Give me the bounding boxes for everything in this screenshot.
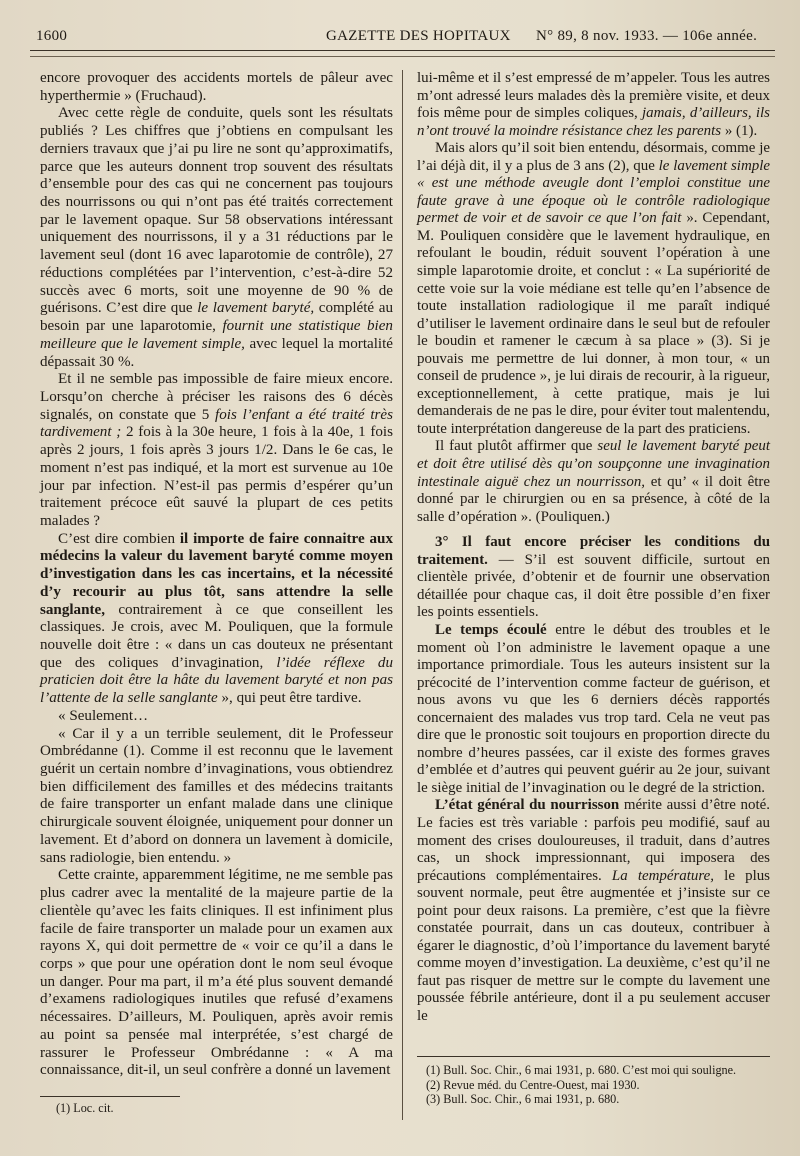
page-header <box>0 28 800 50</box>
footnote: (2) Revue méd. du Centre-Ouest, mai 1930. <box>426 1077 640 1092</box>
paragraph: Il faut plutôt affirmer que seul le lavement baryté peut et doit être utilisé dès qu’on soupçonne une invagination intestinale aiguë chez un nourrisson, et qu’ « il doit être donné par le chirurgien ou en sa présence, à côté de la salle d’opération ». (Pouliquen.) <box>417 438 770 525</box>
footnote: (1) Bull. Soc. Chir., 6 mai 1931, p. 680. C’est moi qui souligne. <box>426 1063 737 1077</box>
header-rule-secondary <box>30 56 775 57</box>
footnote-rule <box>417 1056 770 1057</box>
paragraph: lui-même et il s’est empressé de m’appeler. Tous les autres m’ont adressé leurs malades dès la première visite, et deux fois même pour de simples coliques, jamais, d’ailleurs, ils n’ont trouvé la moindre résistance chez les parents » (1). <box>417 70 770 139</box>
paragraph: Mais alors qu’il soit bien entendu, désormais, comme je l’ai déjà dit, il y a plus de 3 ans (2), que le lavement simple « est une méthode aveugle dont l’emploi constitue une faute grave à une époque où le contrôle radiologique permet de voir et de savoir ce que l’on fait ». Cependant, M. Pouliquen considère que le lavement hydraulique, en refoulant le boudin, réduit souvent l’opération à une simple laparotomie droite, et conclut : « La supériorité de cette voie sur la voie médiane est telle qu’en l’absence de toute installation radiologique il me paraît indiqué d’utiliser le lavement ordinaire dans le seul but de refouler le boudin et ramener le cæcum à sa place » (3). Si je pouvais me permettre de lui donner, à mon tour, « un conseil de prudence », je lui dirais de recourir, à la rigueur, exceptionnellement, à cette pratique, mais je lui demanderais de ne pas le dire, pour éviter tout malentendu, toute interprétation dangereuse de la part des praticiens. <box>417 140 770 437</box>
paragraph: C’est dire combien il importe de faire connaitre aux médecins la valeur du lavement baryté comme moyen d’investigation dans les cas incertains, et la nécessité d’y recourir au plus tôt, sans attendre la selle sanglante, contrairement à ce que conseillent les classiques. Je crois, avec M. Pouliquen, que la formule nouvelle doit être : « dans un cas douteux ne présentant que des coliques d’invagination, l’idée réflexe du praticien doit être la hâte du lavement baryté et non pas l’attente de la selle sanglante », qui peut être tardive. <box>40 530 393 707</box>
paragraph: 3° Il faut encore préciser les conditions du traitement. — S’il est souvent difficile, surtout en clientèle privée, d’obtenir et de fournir une observation détaillée pour chaque cas, il doit être possible d’en fixer les points essentiels. <box>417 534 770 621</box>
issue-info: N° 89, 8 nov. 1933. — 106e année. <box>536 28 758 44</box>
paragraph: encore provoquer des accidents mortels de pâleur avec hyperthermie » (Fruchaud). <box>40 70 393 104</box>
page-number: 1600 <box>36 28 68 44</box>
footnote: (3) Bull. Soc. Chir., 6 mai 1931, p. 680. <box>426 1092 620 1107</box>
header-rule <box>30 50 775 51</box>
left-column <box>40 70 393 1080</box>
column-divider <box>402 70 403 1120</box>
right-column <box>417 70 770 1026</box>
paragraph: Le temps écoulé entre le début des troubles et le moment où l’on administre le lavement opaque a une importance primordiale. Tous les auteurs insistent sur la précocité de l’intervention comme facteur de guérison, et nous avons vu que les 6 derniers décès rapportés concernaient des malades vus trop tard. Cela ne veut pas dire que le pronostic soit toujours en proportion directe du nombre d’heures passées, car il existe des formes graves d’emblée et d’autres qui peuvent guérir au 2e jour, suivant le siège initial de l’invagination ou le degré de la striction. <box>417 621 771 796</box>
paragraph: Et il ne semble pas impossible de faire mieux encore. Lorsqu’on cherche à préciser les raisons des 6 décès signalés, on constate que 5 fois l’enfant a été traité très tardivement ; 2 fois à la 30e heure, 1 fois à la 40e, 1 fois après 2 jours, 1 fois après 3 jours 1/2. Dans le 6e cas, le moment n’est pas indiqué, et la mort est survenue au 10e jour par infection. N’est-il pas permis d’espérer qu’un traitement précoce eût sauvé la plupart de ces petits malades ? <box>40 371 394 529</box>
footnote-rule <box>40 1096 180 1097</box>
paragraph: « Seulement… <box>58 707 149 724</box>
paragraph: « Car il y a un terrible seulement, dit le Professeur Ombrédanne (1). Comme il est reconnu que le lavement guérit un certain nombre d’invaginations, vous obtiendrez bien difficilement des familles et des médecins traitants de faire transporter un enfant malade dans une clinique chirurgicale souvent éloignée, uniquement pour donner un lavement. Et d’abord on donnera un lavement à domicile, sans radiologie, bien entendu. » <box>40 725 393 866</box>
paragraph: L’état général du nourrisson mérite aussi d’être noté. Le facies est très variable : parfois peu modifié, sauf au moment des crises douloureuses, il traduit, dans d’autres cas, un shock impressionnant, qui imposera des précautions complémentaires. La température, le plus souvent normale, peut être augmentée et j’insiste sur ce point pour deux raisons. La première, c’est que la fièvre constatée pourrait, dans un cas douteux, contribuer à égarer le diagnostic, d’où l’importance du lavement baryté comme moyen d’investigation. La deuxième, c’est qu’il ne faut pas risquer de mettre sur le compte du lavement une poussée fébrile antérieure, dont il a pu seulement accuser le <box>417 797 770 1024</box>
paragraph: Cette crainte, apparemment légitime, ne me semble pas plus cadrer avec la mentalité de la majeure partie de la clientèle qu’avec les faits cliniques. Il est infiniment plus facile de faire transporter un malade pour un examen aux rayons X, qui doit permettre de « voir ce qu’il a dans le corps » que pour une opération dont le nom seul évoque un danger. Pour ma part, il m’a été plus souvent demandé d’examens radiologiques inutiles que refusé d’examens nécessaires. D’ailleurs, M. Pouliquen, après avoir remis au point sa pensée mal interprétée, s’est chargé de rassurer le Professeur Ombrédanne : « A ma connaissance, dit-il, un seul confrère a donné un lavement <box>40 867 393 1079</box>
journal-title: GAZETTE DES HOPITAUX <box>326 28 511 44</box>
paragraph: Avec cette règle de conduite, quels sont les résultats publiés ? Les chiffres que j’obtiens en compulsant les derniers travaux que j’ai pu lire ne sont qu’approximatifs, parce que les auteurs donnent trop souvent des résultats d’ensemble pour des cas qui ne concernent pas toujours des nourrissons ou qui n’ont pas été traités correctement par le lavement opaque. Sur 58 observations intéressant uniquement des nourrissons, il y a 31 réductions par le lavement seul (dont 16 avec laparotomie de contrôle), 27 réductions complétées par l’intervention, c’est-à-dire 52 succès avec 6 morts, soit une moyenne de 90 % de guérisons. C’est dire que le lavement baryté, complété au besoin par une laparotomie, fournit une statistique bien meilleure que le lavement simple, avec lequel la mortalité dépassait 30 %. <box>40 105 393 370</box>
footnote: (1) Loc. cit. <box>56 1101 114 1115</box>
footnotes-right <box>426 1063 774 1107</box>
